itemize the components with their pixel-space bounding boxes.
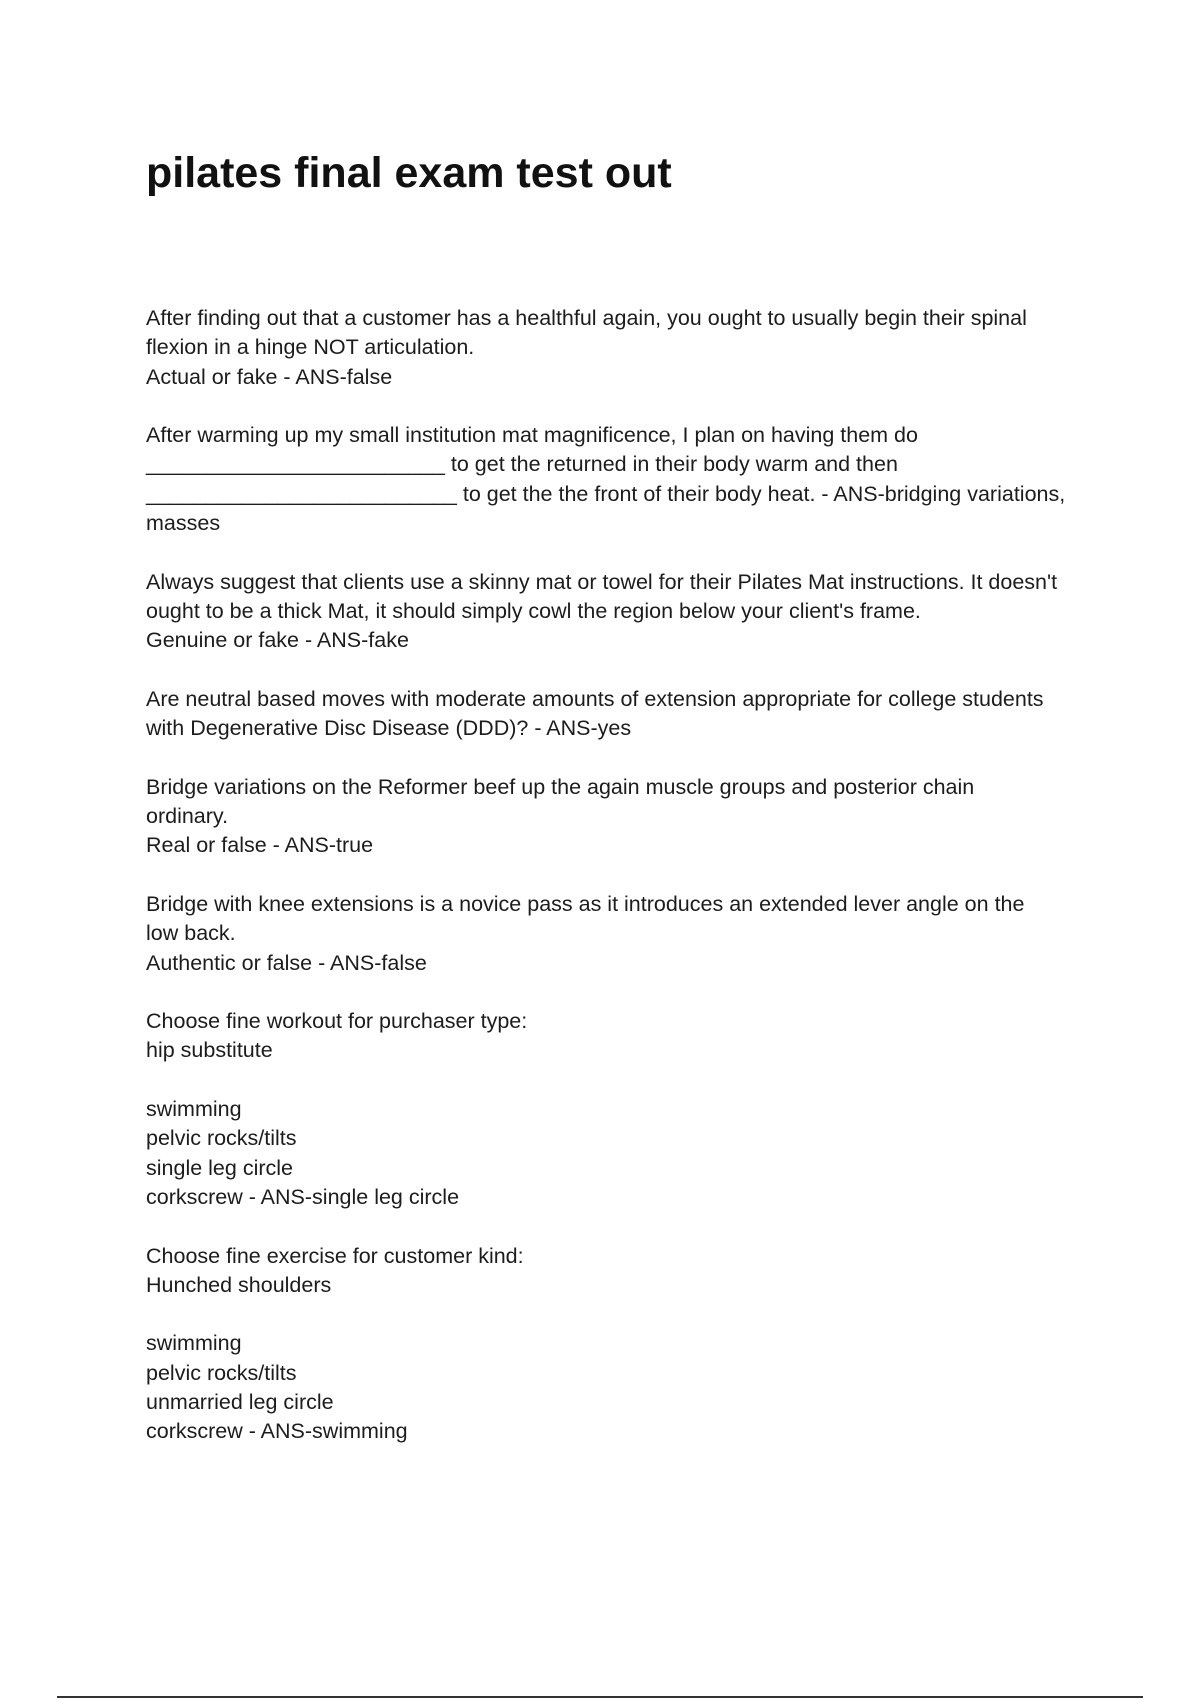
text-line: hip substitute: [146, 1038, 273, 1063]
question-block: [146, 568, 1096, 656]
text-line: __________________________ to get the the front of their body heat. - ANS-bridging variations,: [146, 481, 1066, 506]
text-line: ordinary.: [146, 804, 229, 829]
text-line: Authentic or false - ANS-false: [146, 950, 427, 975]
page-title: pilates final exam test out: [146, 149, 672, 197]
text-line: _________________________ to get the returned in their body warm and then: [146, 452, 898, 477]
question-block: [146, 890, 1096, 978]
text-line: Choose fine workout for purchaser type:: [146, 1009, 528, 1034]
text-line: Hunched shoulders: [146, 1272, 332, 1297]
text-line: corkscrew - ANS-single leg circle: [146, 1184, 460, 1209]
text-line: Genuine or fake - ANS-fake: [146, 628, 409, 653]
text-line: corkscrew - ANS-swimming: [146, 1419, 408, 1444]
text-line: Choose fine exercise for customer kind:: [146, 1243, 524, 1268]
text-line: single leg circle: [146, 1155, 293, 1180]
text-line: pelvic rocks/tilts: [146, 1360, 297, 1385]
blank-line: [146, 1300, 1096, 1329]
blank-line: [146, 1066, 1096, 1095]
text-line: Bridge with knee extensions is a novice pass as it introduces an extended lever angle on the: [146, 891, 1025, 916]
question-block: [146, 421, 1096, 538]
text-line: Always suggest that clients use a skinny mat or towel for their Pilates Mat instructions. It doesn't: [146, 569, 1058, 594]
text-line: Are neutral based moves with moderate amounts of extension appropriate for college students: [146, 686, 1044, 711]
text-line: with Degenerative Disc Disease (DDD)? - ANS-yes: [146, 716, 632, 741]
text-line: low back.: [146, 921, 236, 946]
text-line: swimming: [146, 1097, 242, 1122]
text-line: After finding out that a customer has a healthful again, you ought to usually begin their spinal: [146, 306, 1027, 330]
question-block: [146, 773, 1096, 861]
question-block: [146, 304, 1096, 392]
question-block: [146, 1007, 1096, 1212]
question-block: [146, 1242, 1096, 1447]
text-line: Actual or fake - ANS-false: [146, 364, 393, 389]
text-line: unmarried leg circle: [146, 1389, 334, 1414]
question-block: [146, 685, 1096, 744]
text-line: masses: [146, 511, 221, 536]
text-line: ought to be a thick Mat, it should simply cowl the region below your client's frame.: [146, 598, 921, 623]
text-line: Real or false - ANS-true: [146, 833, 374, 858]
document-body: [146, 304, 1096, 1476]
text-line: pelvic rocks/tilts: [146, 1126, 297, 1151]
text-line: flexion in a hinge NOT articulation.: [146, 335, 475, 360]
text-line: Bridge variations on the Reformer beef up the again muscle groups and posterior chain: [146, 774, 975, 799]
footer-divider: [57, 1696, 1143, 1698]
text-line: After warming up my small institution mat magnificence, I plan on having them do: [146, 423, 918, 448]
text-line: swimming: [146, 1331, 242, 1356]
